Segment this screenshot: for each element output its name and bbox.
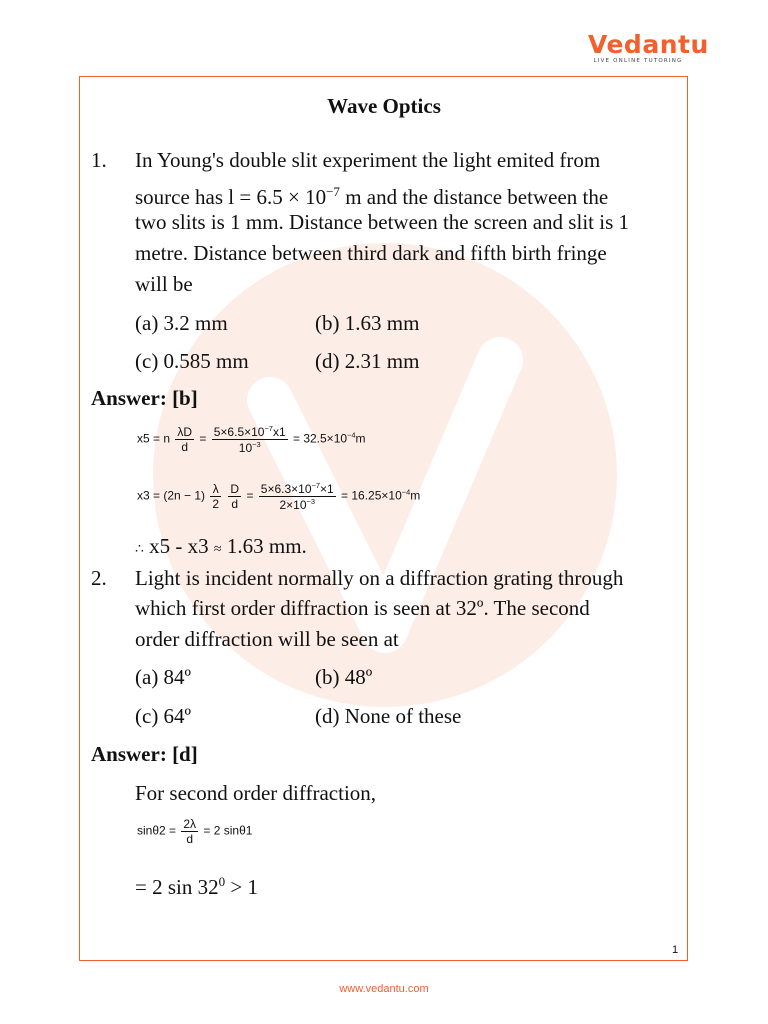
equation-result: = 2 $\sin 32^0 > 1$: [135, 874, 258, 899]
explanation-text: For second order diffraction,: [135, 781, 377, 805]
question-text-line: will be: [135, 272, 193, 296]
option-a: (a) 84º: [135, 665, 192, 689]
question-text-line: In Young's double slit experiment the light emited from: [135, 148, 601, 172]
vedantu-logo: [588, 30, 709, 64]
option-a: (a) 3.2 mm: [135, 311, 228, 335]
logo-tagline: LIVE ONLINE TUTORING: [593, 58, 683, 64]
question-text-line: source has $l = 6.5 \times 10^{-7}$ m and the distance between the: [135, 184, 609, 209]
question-text-line: metre. Distance between third dark and fifth birth fringe: [135, 241, 607, 265]
footer-link[interactable]: www.vedantu.com: [339, 983, 429, 995]
page-number: 1: [672, 944, 679, 956]
question-text-line: Light is incident normally on a diffraction grating through: [135, 566, 624, 590]
option-d: (d) 2.31 mm: [315, 349, 420, 373]
answer-label: Answer: [b]: [91, 386, 198, 410]
option-d: (d) None of these: [315, 704, 462, 728]
page-title: Wave Optics: [327, 94, 441, 118]
equation-x5: x5 = n $\frac{\lambda D}{d}$ = $\frac{5\times 6.5\times 10^{-7}x1}{10^{-3}}$ = $32.5\times 10^{-4}m$: [137, 424, 366, 455]
answer-conclusion: ∴ x5 - x3 ≈ 1.63 mm.: [135, 534, 307, 558]
question-text-line: order diffraction will be seen at: [135, 627, 399, 651]
option-c: (c) 0.585 mm: [135, 349, 249, 373]
question-text-line: two slits is 1 mm. Distance between the screen and slit is 1: [135, 210, 629, 234]
option-c: (c) 64º: [135, 704, 192, 728]
question-number: 1.: [91, 148, 107, 172]
option-b: (b) 1.63 mm: [315, 311, 420, 335]
logo-wordmark: Vedantu: [588, 30, 709, 59]
question-number: 2.: [91, 566, 107, 590]
option-b: (b) 48º: [315, 665, 373, 689]
answer-label: Answer: [d]: [91, 742, 198, 766]
question-text-line: which first order diffraction is seen at 32º. The second: [135, 596, 590, 620]
equation-sin: sinθ2 = $\frac{2\lambda}{d}$ = 2 sinθ1: [137, 817, 253, 846]
equation-x3: x3 = (2n − 1) $\frac{\lambda}{2}$ $\frac{D}{d}$ = $\frac{5\times 6.3\times 10^{-7}\times 1}{2\times 10^{-3}}$ = $16.25\times 10^{-4}m$: [137, 481, 421, 512]
